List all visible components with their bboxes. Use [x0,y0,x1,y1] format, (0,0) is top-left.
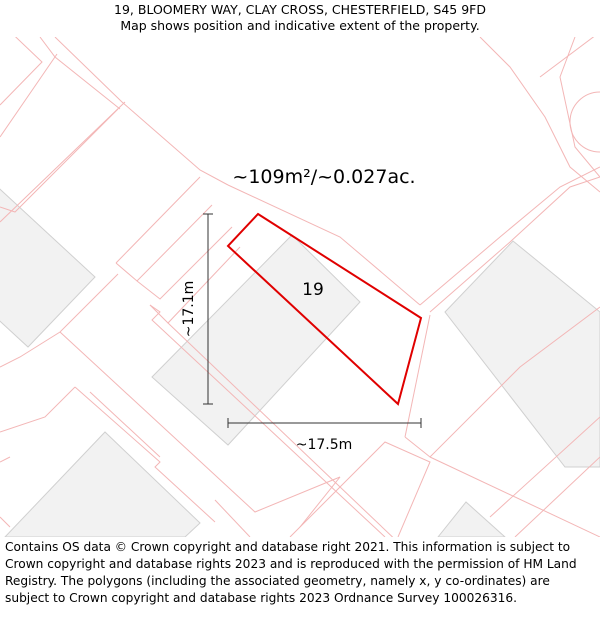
parcel-line [515,457,600,537]
building-bottom-right [438,502,505,537]
parcel-line [0,457,10,462]
parcel-line [540,37,600,77]
map-svg [0,37,600,537]
plot-number-label: 19 [302,280,324,300]
height-dimension-label: ~17.1m [181,280,197,338]
map-subtitle: Map shows position and indicative extent of the property. [120,18,480,33]
parcel-line [116,177,200,263]
parcel-line [116,205,212,281]
parcel-line [0,109,118,212]
parcel-line [55,37,228,185]
building-bottom-left [5,432,200,537]
width-dimension-label: ~17.5m [295,437,353,453]
parcel-line [300,477,340,527]
property-address: 19, BLOOMERY WAY, CLAY CROSS, CHESTERFIELD, S45 9FD [114,2,486,17]
building-right [445,241,600,467]
parcel-line [290,442,430,537]
parcel-line [0,37,42,105]
parcel-line [0,102,125,222]
parcel-line [0,54,57,137]
map-header [0,0,600,37]
area-label: ~109m²/~0.027ac. [232,166,416,188]
buildings-layer [0,180,600,537]
parcel-line [0,517,10,527]
parcel-line [0,387,75,432]
parcel-line [215,500,250,537]
parcel-line [480,37,600,192]
copyright-attribution: Contains OS data © Crown copyright and database right 2021. This information is subject to Crown copyright and database rights 2023 and is reproduced with the permission of HM Land Registry. The polygons (including the associated geometry, namely x, y co-ordinates) are subject to Crown copyright and database rights 2023 Ordnance Survey 100026316. [5,540,577,605]
building-left [0,180,95,347]
map-canvas[interactable] [0,37,600,537]
parcel-line [40,37,120,109]
